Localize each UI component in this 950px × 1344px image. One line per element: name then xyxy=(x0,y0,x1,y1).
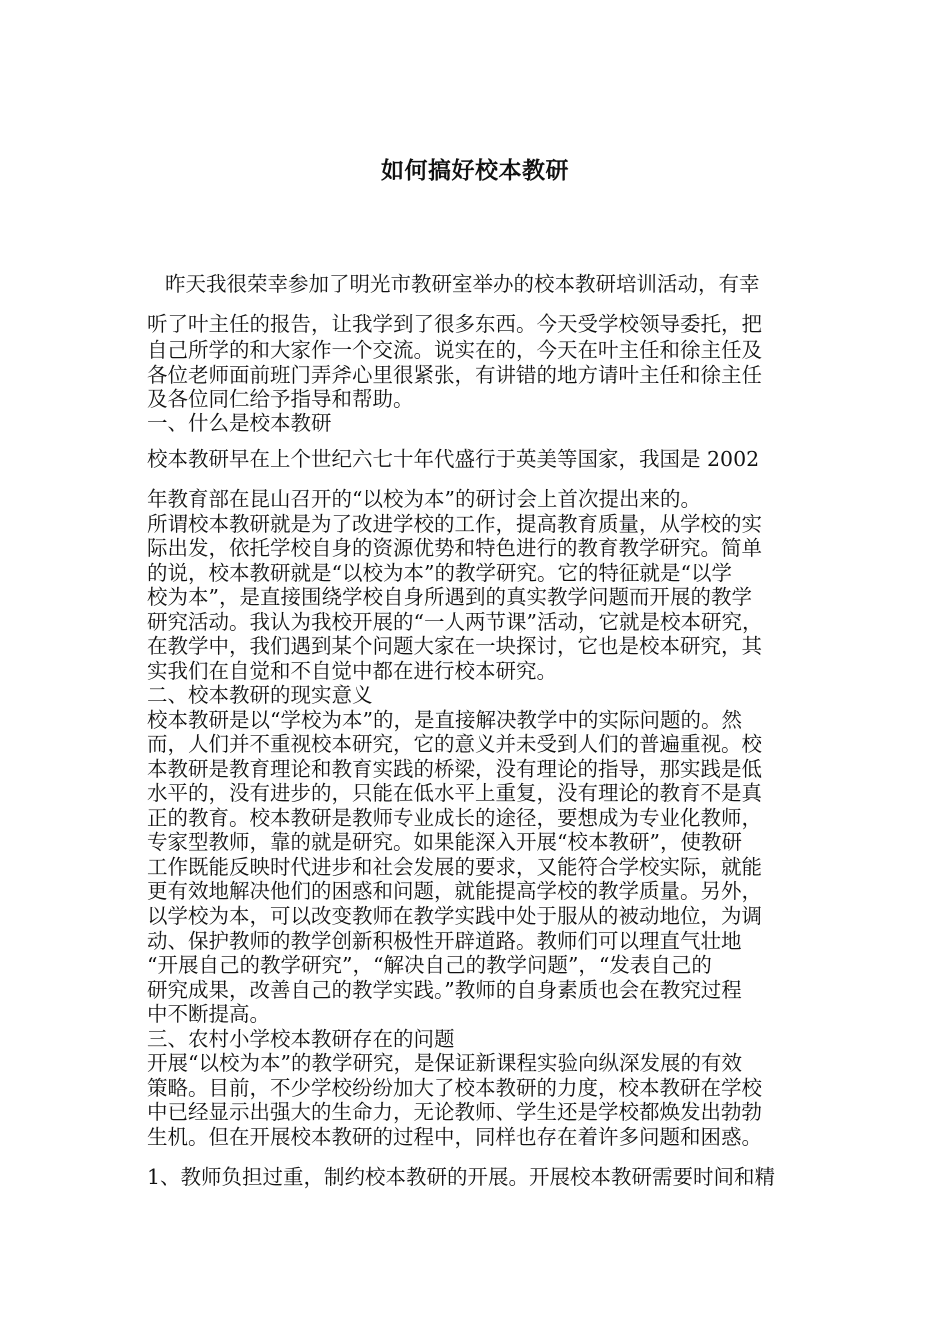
paragraph-line: 实我们在自觉和不自觉中都在进行校本研究。 xyxy=(147,659,557,683)
paragraph-line: 1、教师负担过重，制约校本教研的开展。开展校本教研需要时间和精 xyxy=(147,1165,776,1189)
paragraph-line: 校本教研是以“学校为本”的，是直接解决教学中的实际问题的。然 xyxy=(147,708,742,732)
paragraph-line: 生机。但在开展校本教研的过程中，同样也存在着许多问题和困惑。 xyxy=(147,1125,762,1149)
paragraph-line: 听了叶主任的报告，让我学到了很多东西。今天受学校领导委托，把 xyxy=(147,312,762,336)
paragraph-line: 以学校为本，可以改变教师在教学实践中处于服从的被动地位，为调 xyxy=(147,904,762,928)
paragraph-line: 研究活动。我认为我校开展的“一人两节课”活动，它就是校本研究， xyxy=(147,610,763,634)
paragraph-line: 更有效地解决他们的困惑和问题，就能提高学校的教学质量。另外， xyxy=(147,879,762,903)
section-heading: 三、农村小学校本教研存在的问题 xyxy=(147,1027,455,1051)
paragraph-line: 而，人们并不重视校本研究，它的意义并未受到人们的普遍重视。校 xyxy=(147,732,762,756)
paragraph-line: 校为本”，是直接围绕学校自身所遇到的真实教学问题而开展的教学 xyxy=(147,585,752,609)
paragraph-line: 研究成果，改善自己的教学实践。”教师的自身素质也会在教究过程 xyxy=(147,978,742,1002)
paragraph-line: 校本教研早在上个世纪六七十年代盛行于英美等国家，我国是 2002 xyxy=(147,447,760,471)
paragraph-line: 各位老师面前班门弄斧心里很紧张，有讲错的地方请叶主任和徐主任 xyxy=(147,363,762,387)
paragraph-line: 中已经显示出强大的生命力，无论教师、学生还是学校都焕发出勃勃 xyxy=(147,1100,762,1124)
paragraph-line: 水平的，没有进步的，只能在低水平上重复，没有理论的教育不是真 xyxy=(147,781,762,805)
paragraph-line: 及各位同仁给予指导和帮助。 xyxy=(147,387,414,411)
paragraph-line: 本教研是教育理论和教育实践的桥梁，没有理论的指导，那实践是低 xyxy=(147,757,762,781)
paragraph-line: 的说，校本教研就是“以校为本”的教学研究。它的特征就是“以学 xyxy=(147,561,732,585)
paragraph-line: 中不断提高。 xyxy=(147,1002,270,1026)
paragraph-line: 昨天我很荣幸参加了明光市教研室举办的校本教研培训活动，有幸 xyxy=(165,272,760,296)
paragraph-line: 自己所学的和大家作一个交流。说实在的，今天在叶主任和徐主任及 xyxy=(147,338,762,362)
paragraph-line: 正的教育。校本教研是教师专业成长的途径，要想成为专业化教师， xyxy=(147,806,762,830)
paragraph-line: “开展自己的教学研究”，“解决自己的教学问题”，“发表自己的 xyxy=(147,953,712,977)
paragraph-line: 在教学中，我们遇到某个问题大家在一块探讨，它也是校本研究，其 xyxy=(147,634,762,658)
paragraph-line: 策略。目前，不少学校纷纷加大了校本教研的力度，校本教研在学校 xyxy=(147,1076,762,1100)
paragraph-line: 工作既能反映时代进步和社会发展的要求，又能符合学校实际，就能 xyxy=(147,855,762,879)
paragraph-line: 动、保护教师的教学创新积极性开辟道路。教师们可以理直气壮地 xyxy=(147,929,742,953)
paragraph-line: 际出发，依托学校自身的资源优势和特色进行的教育教学研究。简单 xyxy=(147,536,762,560)
paragraph-line: 开展“以校为本”的教学研究，是保证新课程实验向纵深发展的有效 xyxy=(147,1051,742,1075)
paragraph-line: 所谓校本教研就是为了改进学校的工作，提高教育质量，从学校的实 xyxy=(147,512,762,536)
section-heading: 一、什么是校本教研 xyxy=(147,411,332,435)
paragraph-line: 年教育部在昆山召开的“以校为本”的研讨会上首次提出来的。 xyxy=(147,487,701,511)
document-title: 如何搞好校本教研 xyxy=(381,158,569,184)
paragraph-line: 专家型教师，靠的就是研究。如果能深入开展“校本教研”，使教研 xyxy=(147,830,742,854)
section-heading: 二、校本教研的现实意义 xyxy=(147,683,373,707)
